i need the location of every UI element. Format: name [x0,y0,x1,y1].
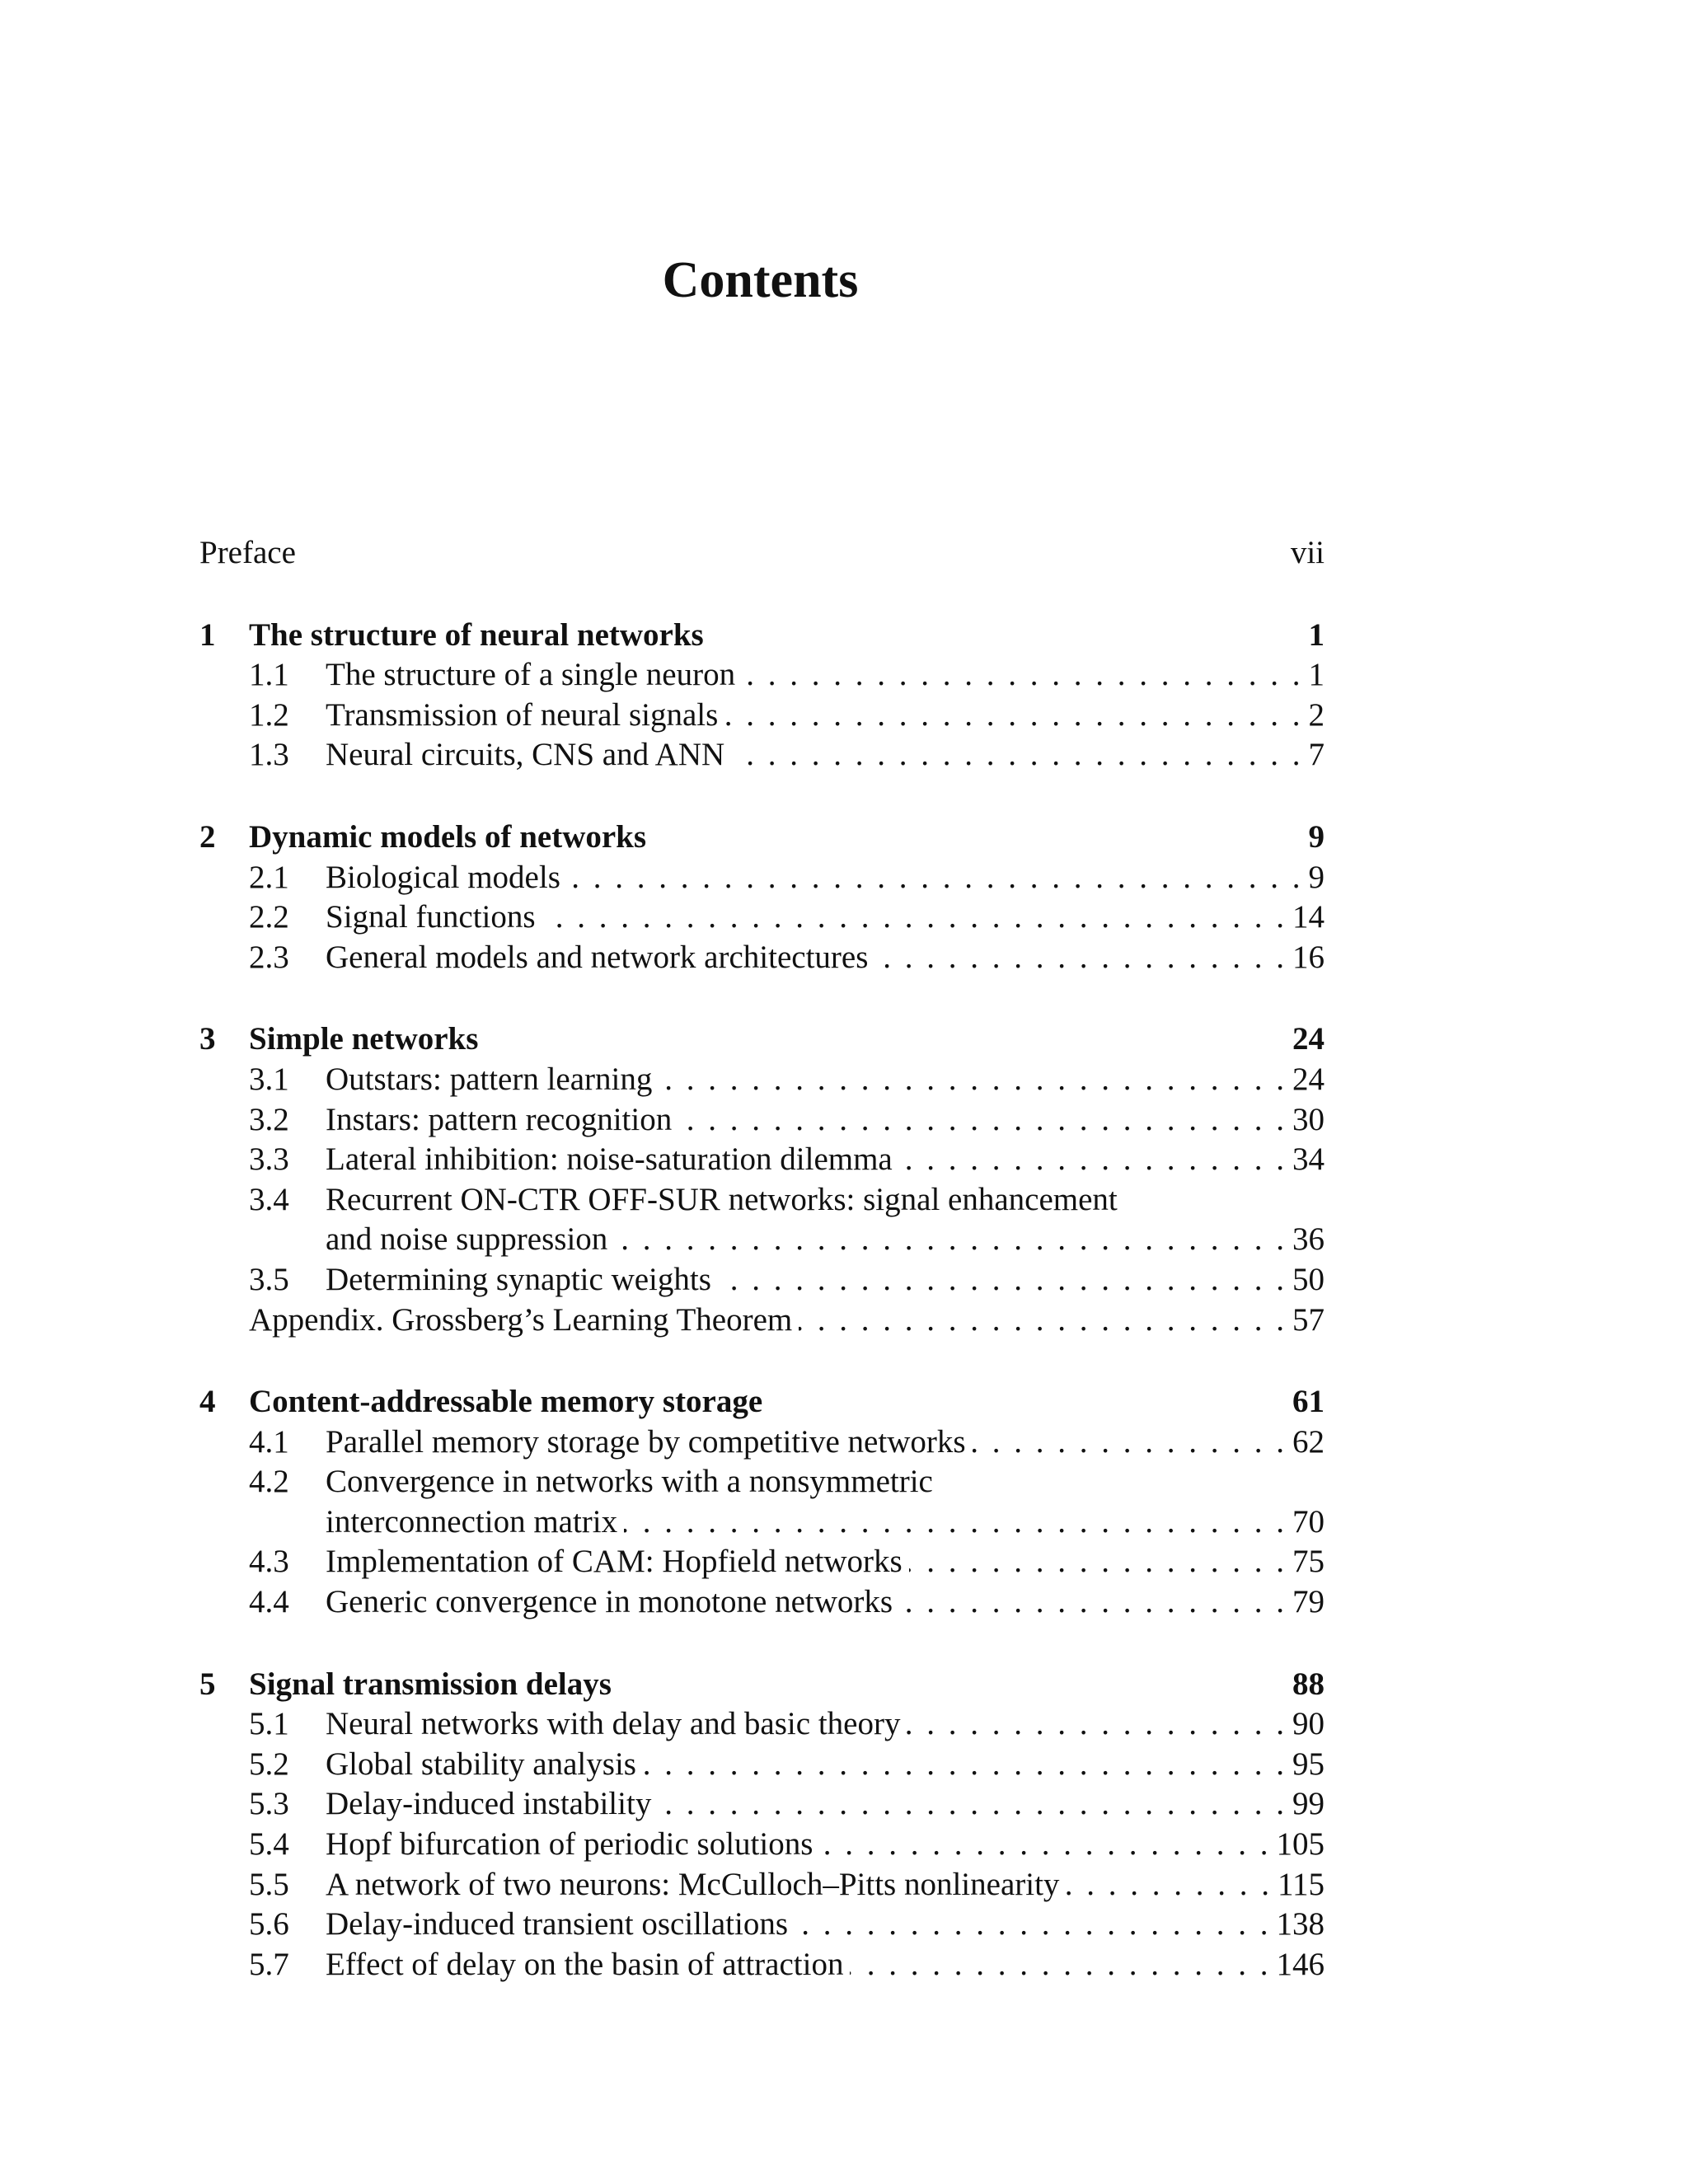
dot-leader [724,696,1300,736]
section-entry[interactable] [199,938,1325,978]
chapter-title: Simple networks [249,1021,479,1057]
section-entry[interactable] [199,1260,1325,1301]
section-line [326,1462,1325,1502]
chapter-page: 24 [1292,1021,1325,1057]
dot-leader [850,1945,1268,1985]
dot-leader [742,655,1300,696]
section-number: 5.3 [249,1786,289,1822]
section-number: 5.6 [249,1906,289,1943]
section-title: Convergence in networks with a nonsymmetric [326,1462,940,1502]
section-number: 2.1 [249,859,289,895]
chapter-entry-3[interactable] [199,1019,1325,1060]
section-entry[interactable] [199,1140,1325,1180]
section-entry-continued[interactable] [199,1502,1325,1543]
section-line [326,1905,1325,1945]
section-line [326,1825,1325,1865]
section-entry[interactable] [199,1100,1325,1141]
chapter-page: 61 [1292,1384,1325,1420]
section-entry[interactable] [199,1180,1325,1221]
section-line [326,1422,1325,1463]
section-number: 2.2 [249,899,289,935]
section-number: 1.1 [249,657,289,693]
section-page: 34 [1292,1141,1325,1178]
section-entry[interactable] [199,1704,1325,1745]
section-page: 14 [1292,899,1325,935]
chapter-number: 1 [199,616,216,653]
section-title: and noise suppression [326,1220,614,1260]
chapter-page: 9 [1308,818,1325,855]
section-number: 1.3 [249,737,289,773]
section-entry[interactable] [199,1422,1325,1463]
section-line [326,1060,1325,1100]
chapter-number: 4 [199,1384,216,1420]
section-line [326,1502,1325,1543]
section-title: The structure of a single neuron [326,655,742,696]
dot-leader [819,1825,1268,1865]
section-line [326,1100,1325,1141]
dot-leader [907,1704,1284,1745]
section-page: 50 [1292,1261,1325,1297]
section-title: Instars: pattern recognition [326,1100,678,1141]
section-entry[interactable] [199,1945,1325,1985]
section-number: 3.2 [249,1101,289,1137]
dot-leader [658,1784,1284,1825]
section-entry[interactable] [199,655,1325,696]
dot-leader [718,1260,1284,1301]
section-title: Hopf bifurcation of periodic solutions [326,1825,819,1865]
section-title: Recurrent ON-CTR OFF-SUR networks: signal enhancement [326,1180,1124,1221]
section-title: A network of two neurons: McCulloch–Pitts nonlinearity [326,1865,1066,1905]
section-entry[interactable] [199,1301,1325,1341]
chapter-page: 1 [1308,616,1325,653]
section-page: 1 [1308,657,1325,693]
section-title: Implementation of CAM: Hopfield networks [326,1542,909,1582]
section-entry[interactable] [199,1462,1325,1502]
section-entry[interactable] [199,696,1325,736]
chapter-number: 3 [199,1021,216,1057]
section-line [326,858,1325,898]
chapter-number: 2 [199,818,216,855]
section-page: 75 [1292,1544,1325,1580]
section-title: interconnection matrix [326,1502,624,1543]
section-line [326,1542,1325,1582]
section-page: 24 [1292,1061,1325,1097]
section-line [326,1220,1325,1260]
dot-leader [973,1422,1284,1463]
section-number: 4.3 [249,1544,289,1580]
section-entry[interactable] [199,1825,1325,1865]
section-page: 90 [1292,1706,1325,1742]
section-line [326,938,1325,978]
section-line [326,1260,1325,1301]
section-title: Determining synaptic weights [326,1260,718,1301]
chapter-number: 5 [199,1666,216,1702]
section-line [326,1582,1325,1623]
section-number: 3.4 [249,1181,289,1217]
section-page: 105 [1276,1826,1325,1863]
table-of-contents [199,533,1325,1985]
dot-leader [678,1100,1284,1141]
section-entry-continued[interactable] [199,1220,1325,1260]
dot-leader [624,1502,1284,1543]
section-title: Generic convergence in monotone networks [326,1582,899,1623]
section-page: 70 [1292,1503,1325,1540]
section-number: 1.2 [249,696,289,733]
dot-leader [899,1582,1284,1623]
chapter-entry-4[interactable] [199,1382,1325,1422]
chapter-entry-2[interactable] [199,818,1325,858]
section-title: Neural networks with delay and basic theory [326,1704,907,1745]
chapter-title: Dynamic models of networks [249,818,647,855]
section-number: 5.4 [249,1826,289,1863]
dot-leader [659,1060,1284,1100]
dot-leader [795,1905,1268,1945]
section-line [326,696,1325,736]
chapter-title: The structure of neural networks [249,616,704,653]
dot-leader [799,1301,1284,1341]
section-page: 138 [1276,1906,1325,1943]
section-number: 5.1 [249,1706,289,1742]
dot-leader [542,898,1284,938]
section-number: 4.4 [249,1584,289,1620]
section-number: 2.3 [249,939,289,975]
preface-page: vii [1290,535,1325,570]
section-page: 146 [1276,1946,1325,1982]
dot-leader [899,1140,1284,1180]
section-number: 5.5 [249,1866,289,1902]
chapter-entry-1[interactable] [199,616,1325,656]
section-title: Neural circuits, CNS and ANN [326,735,731,776]
section-page: 9 [1308,859,1325,895]
section-page: 99 [1292,1786,1325,1822]
section-page: 79 [1292,1584,1325,1620]
section-line [326,1704,1325,1745]
section-page: 62 [1292,1423,1325,1460]
section-title: Parallel memory storage by competitive networks [326,1422,973,1463]
section-title: Appendix. Grossberg’s Learning Theorem [249,1301,799,1341]
chapter-title: Content-addressable memory storage [249,1384,763,1420]
section-line [326,655,1325,696]
section-title: Signal functions [326,898,542,938]
section-line [326,898,1325,938]
section-entry[interactable] [199,1784,1325,1825]
dot-leader [731,735,1300,776]
section-entry[interactable] [199,1582,1325,1623]
chapters-list [199,616,1325,1985]
section-entry[interactable] [199,1542,1325,1582]
section-entry[interactable] [199,1905,1325,1945]
section-title: Transmission of neural signals [326,696,724,736]
preface-label: Preface [199,535,296,570]
section-entry[interactable] [199,1745,1325,1785]
section-page: 16 [1292,939,1325,975]
section-page: 36 [1292,1221,1325,1258]
section-title: General models and network architectures [326,938,874,978]
section-line [326,1140,1325,1180]
section-page: 7 [1308,737,1325,773]
section-entry[interactable] [199,858,1325,898]
section-page: 2 [1308,696,1325,733]
dot-leader [643,1745,1284,1785]
section-line [326,1784,1325,1825]
dot-leader [1066,1865,1269,1905]
section-number: 4.1 [249,1423,289,1460]
section-title: Delay-induced transient oscillations [326,1905,795,1945]
section-line [249,1301,1325,1341]
section-number: 3.1 [249,1061,289,1097]
section-number: 3.5 [249,1261,289,1297]
section-entry[interactable] [199,898,1325,938]
section-page: 57 [1292,1301,1325,1338]
section-page: 115 [1277,1866,1325,1902]
section-entry[interactable] [199,735,1325,776]
dot-leader [614,1220,1284,1260]
section-line [326,1945,1325,1985]
dot-leader [567,858,1301,898]
section-number: 5.2 [249,1746,289,1782]
page-title: Contents [662,252,859,308]
section-entry[interactable] [199,1060,1325,1100]
section-title: Effect of delay on the basin of attraction [326,1945,850,1985]
chapter-page: 88 [1292,1666,1325,1702]
section-title: Delay-induced instability [326,1784,658,1825]
section-number: 4.2 [249,1464,289,1500]
section-line [326,1180,1325,1221]
section-title: Biological models [326,858,567,898]
section-entry[interactable] [199,1865,1325,1905]
preface-entry[interactable] [199,533,1325,574]
dot-leader [874,938,1284,978]
chapter-title: Signal transmission delays [249,1666,612,1702]
section-number: 3.3 [249,1141,289,1178]
section-title: Outstars: pattern learning [326,1060,659,1100]
section-page: 30 [1292,1101,1325,1137]
dot-leader [909,1542,1284,1582]
section-title: Global stability analysis [326,1745,643,1785]
section-line [326,735,1325,776]
chapter-entry-5[interactable] [199,1665,1325,1705]
section-line [326,1745,1325,1785]
section-number: 5.7 [249,1946,289,1982]
section-line [326,1865,1325,1905]
section-page: 95 [1292,1746,1325,1782]
section-title: Lateral inhibition: noise-saturation dilemma [326,1140,899,1180]
